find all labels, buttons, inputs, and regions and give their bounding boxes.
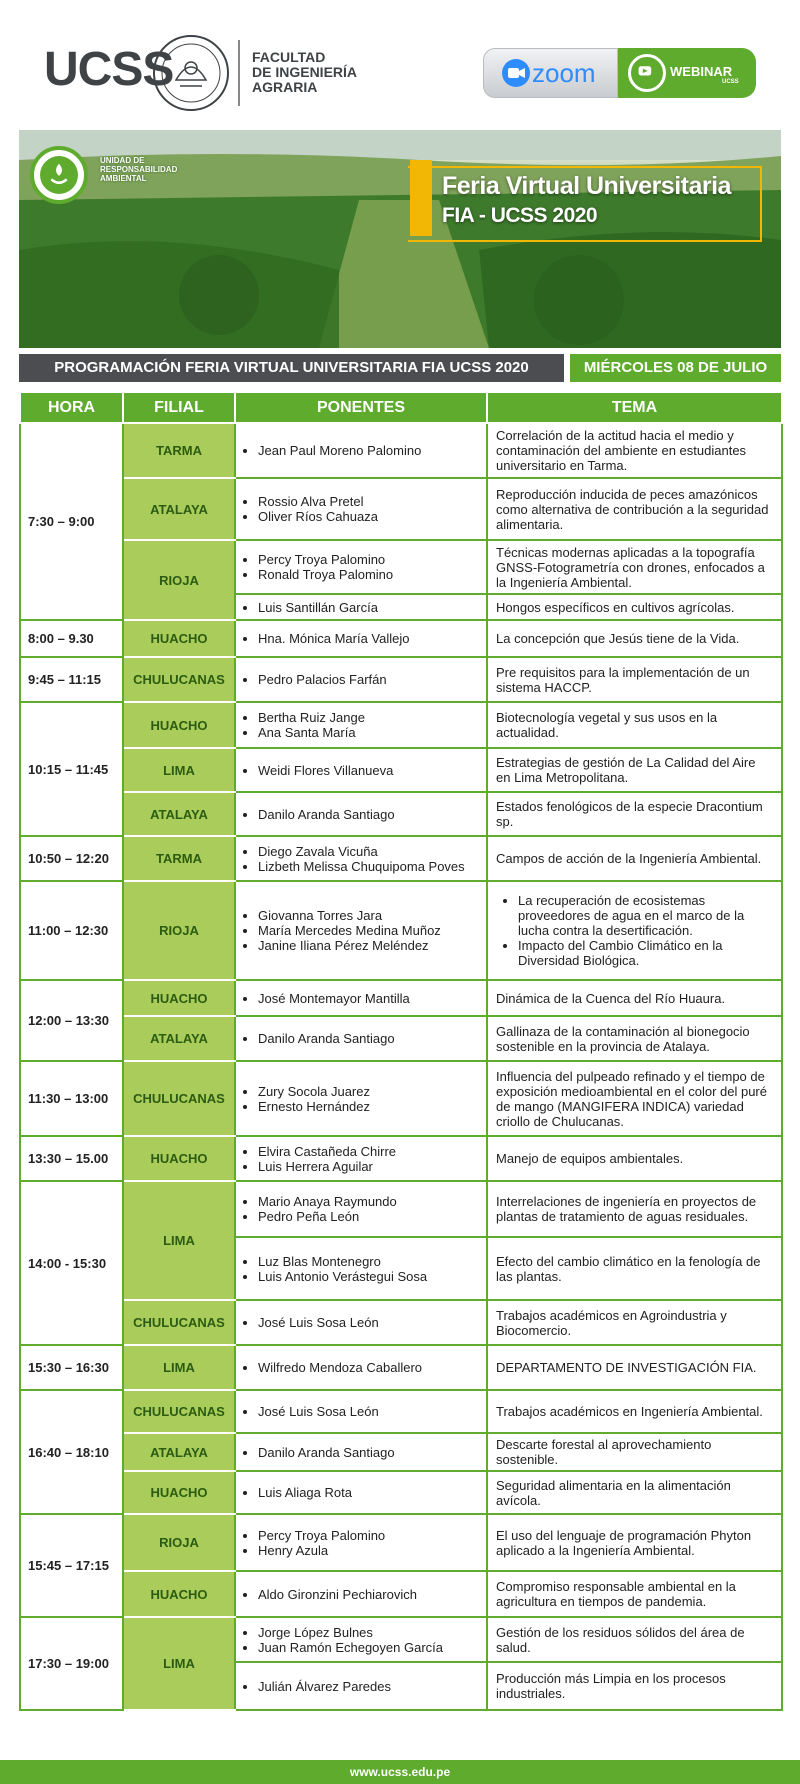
branch-cell: HUACHO xyxy=(123,702,235,748)
table-row xyxy=(20,1136,782,1181)
topic-cell: Gallinaza de la contaminación al bionegocio sostenible en la provincia de Atalaya. xyxy=(487,1016,782,1061)
time-cell: 11:30 – 13:00 xyxy=(20,1061,123,1136)
branch-cell: ATALAYA xyxy=(123,792,235,836)
branch-cell: HUACHO xyxy=(123,1471,235,1514)
speaker-name: • Hna. Mónica María Vallejo xyxy=(258,631,478,646)
speaker-name: • Luz Blas Montenegro xyxy=(258,1254,478,1269)
speaker-name: • Danilo Aranda Santiago xyxy=(258,1031,478,1046)
topic-item: • Impacto del Cambio Climático en la Diversidad Biológica. xyxy=(518,938,773,968)
schedule-table xyxy=(19,391,783,1711)
speaker-name: • Juan Ramón Echegoyen García xyxy=(258,1640,478,1655)
topic-cell: El uso del lenguaje de programación Phyton aplicado a la Ingeniería Ambiental. xyxy=(487,1514,782,1571)
topic-cell: Técnicas modernas aplicadas a la topografía GNSS-Fotogrametría con drones, enfocados a la Ingeniería Ambiental. xyxy=(487,540,782,594)
speakers-cell xyxy=(235,540,487,594)
branch-cell: HUACHO xyxy=(123,980,235,1016)
speaker-name: • Diego Zavala Vicuña xyxy=(258,844,478,859)
table-row xyxy=(20,423,782,478)
topic-cell: Interrelaciones de ingeniería en proyectos de plantas de tratamiento de aguas residuales. xyxy=(487,1181,782,1237)
speaker-name: • Jorge López Bulnes xyxy=(258,1625,478,1640)
speaker-name: • Wilfredo Mendoza Caballero xyxy=(258,1360,478,1375)
column-header-filial: FILIAL xyxy=(123,392,235,423)
branch-cell: CHULUCANAS xyxy=(123,1390,235,1433)
table-row xyxy=(20,1181,782,1237)
topic-cell: Compromiso responsable ambiental en la agricultura en tiempos de pandemia. xyxy=(487,1571,782,1617)
speaker-name: • Luis Herrera Aguilar xyxy=(258,1159,478,1174)
topic-cell: DEPARTAMENTO DE INVESTIGACIÓN FIA. xyxy=(487,1345,782,1390)
time-cell: 13:30 – 15.00 xyxy=(20,1136,123,1181)
topic-cell xyxy=(487,881,782,980)
speaker-name: • José Luis Sosa León xyxy=(258,1315,478,1330)
table-header-row xyxy=(20,392,782,423)
topic-cell: Efecto del cambio climático en la fenología de las plantas. xyxy=(487,1237,782,1300)
branch-cell: HUACHO xyxy=(123,620,235,657)
speaker-name: • Zury Socola Juarez xyxy=(258,1084,478,1099)
speaker-name: • Lizbeth Melissa Chuquipoma Poves xyxy=(258,859,478,874)
table-row xyxy=(20,1471,782,1514)
speaker-name: • Bertha Ruiz Jange xyxy=(258,710,478,725)
speaker-name: • Jean Paul Moreno Palomino xyxy=(258,443,478,458)
time-cell: 11:00 – 12:30 xyxy=(20,881,123,980)
speaker-name: • Henry Azula xyxy=(258,1543,478,1558)
speaker-name: • Ronald Troya Palomino xyxy=(258,567,478,582)
topic-cell: Trabajos académicos en Ingeniería Ambiental. xyxy=(487,1390,782,1433)
speaker-name: • Luis Santillán García xyxy=(258,600,478,615)
table-row xyxy=(20,1617,782,1662)
table-row xyxy=(20,1390,782,1433)
branch-cell: TARMA xyxy=(123,836,235,881)
speakers-cell xyxy=(235,1136,487,1181)
environmental-unit-label xyxy=(100,156,177,183)
branch-cell: CHULUCANAS xyxy=(123,657,235,702)
speakers-cell xyxy=(235,1514,487,1571)
speaker-name: • Janine Iliana Pérez Meléndez xyxy=(258,938,478,953)
table-row xyxy=(20,1300,782,1345)
table-row xyxy=(20,1433,782,1471)
table-row xyxy=(20,620,782,657)
table-row xyxy=(20,792,782,836)
time-cell: 8:00 – 9.30 xyxy=(20,620,123,657)
time-cell: 15:45 – 17:15 xyxy=(20,1514,123,1617)
topic-cell: Dinámica de la Cuenca del Río Huaura. xyxy=(487,980,782,1016)
time-cell: 17:30 – 19:00 xyxy=(20,1617,123,1710)
speakers-cell xyxy=(235,1345,487,1390)
speaker-name: • Weidi Flores Villanueva xyxy=(258,763,478,778)
speaker-name: • Ana Santa María xyxy=(258,725,478,740)
branch-cell: RIOJA xyxy=(123,1514,235,1571)
branch-cell: ATALAYA xyxy=(123,1016,235,1061)
time-cell: 7:30 – 9:00 xyxy=(20,423,123,620)
zoom-camera-icon xyxy=(502,59,530,87)
time-cell: 10:50 – 12:20 xyxy=(20,836,123,881)
speakers-cell xyxy=(235,881,487,980)
speakers-cell xyxy=(235,1433,487,1471)
topic-cell: Gestión de los residuos sólidos del área de salud. xyxy=(487,1617,782,1662)
speakers-cell xyxy=(235,702,487,748)
unit-line: RESPONSABILIDAD xyxy=(100,165,178,174)
branch-cell: LIMA xyxy=(123,1345,235,1390)
topic-cell: Reproducción inducida de peces amazónicos como alternativa de contribución a la seguridad alimentaria. xyxy=(487,478,782,540)
column-header-tema: TEMA xyxy=(487,392,782,423)
speaker-name: • José Montemayor Mantilla xyxy=(258,991,478,1006)
topic-cell: Producción más Limpia en los procesos industriales. xyxy=(487,1662,782,1710)
faculty-line: AGRARIA xyxy=(252,79,318,95)
speakers-cell xyxy=(235,980,487,1016)
speaker-name: • Luis Aliaga Rota xyxy=(258,1485,478,1500)
topic-cell: Estrategias de gestión de La Calidad del Aire en Lima Metropolitana. xyxy=(487,748,782,792)
time-cell: 9:45 – 11:15 xyxy=(20,657,123,702)
branch-cell: TARMA xyxy=(123,423,235,478)
ucss-logo-text: UCSS xyxy=(44,43,174,96)
branch-cell: LIMA xyxy=(123,748,235,792)
speaker-name: • Rossio Alva Pretel xyxy=(258,494,478,509)
speakers-cell xyxy=(235,1662,487,1710)
faculty-line: FACULTAD xyxy=(252,49,326,65)
speaker-name: • Elvira Castañeda Chirre xyxy=(258,1144,478,1159)
branch-cell: LIMA xyxy=(123,1617,235,1710)
speakers-cell xyxy=(235,620,487,657)
speaker-name: • Oliver Ríos Cahuaza xyxy=(258,509,478,524)
topic-item: • La recuperación de ecosistemas proveedores de agua en el marco de la lucha contra la desertificación. xyxy=(518,893,773,938)
speaker-name: • Percy Troya Palomino xyxy=(258,552,478,567)
table-row xyxy=(20,881,782,980)
table-row xyxy=(20,1571,782,1617)
table-row xyxy=(20,657,782,702)
speakers-cell xyxy=(235,478,487,540)
header xyxy=(0,0,800,128)
speakers-cell xyxy=(235,836,487,881)
faculty-line: DE INGENIERÍA xyxy=(252,64,358,80)
branch-cell: HUACHO xyxy=(123,1136,235,1181)
table-row xyxy=(20,748,782,792)
branch-cell: ATALAYA xyxy=(123,1433,235,1471)
event-date-bar: MIÉRCOLES 08 DE JULIO xyxy=(570,354,781,382)
webinar-label: WEBINAR xyxy=(670,64,733,79)
topic-cell: Descarte forestal al aprovechamiento sostenible. xyxy=(487,1433,782,1471)
topic-cell: Estados fenológicos de la especie Dracontium sp. xyxy=(487,792,782,836)
column-header-hora: HORA xyxy=(20,392,123,423)
topic-cell: Biotecnología vegetal y sus usos en la actualidad. xyxy=(487,702,782,748)
topic-cell: Seguridad alimentaria en la alimentación avícola. xyxy=(487,1471,782,1514)
speakers-cell xyxy=(235,1237,487,1300)
topic-cell: La concepción que Jesús tiene de la Vida. xyxy=(487,620,782,657)
speaker-name: • José Luis Sosa León xyxy=(258,1404,478,1419)
branch-cell: HUACHO xyxy=(123,1571,235,1617)
branch-cell: ATALAYA xyxy=(123,478,235,540)
speakers-cell xyxy=(235,1061,487,1136)
time-cell: 10:15 – 11:45 xyxy=(20,702,123,836)
topic-cell: Pre requisitos para la implementación de un sistema HACCP. xyxy=(487,657,782,702)
roman-numeral-block xyxy=(410,160,432,236)
speaker-name: • Aldo Gironzini Pechiarovich xyxy=(258,1587,478,1602)
speakers-cell xyxy=(235,1300,487,1345)
branch-cell: CHULUCANAS xyxy=(123,1061,235,1136)
speakers-cell xyxy=(235,1390,487,1433)
topic-cell: Manejo de equipos ambientales. xyxy=(487,1136,782,1181)
speaker-name: • Luis Antonio Verástegui Sosa xyxy=(258,1269,478,1284)
speaker-name: • Danilo Aranda Santiago xyxy=(258,807,478,822)
speaker-name: • Mario Anaya Raymundo xyxy=(258,1194,478,1209)
speakers-cell xyxy=(235,423,487,478)
speakers-cell xyxy=(235,748,487,792)
table-row xyxy=(20,1514,782,1571)
table-row xyxy=(20,980,782,1016)
environmental-unit-logo-icon xyxy=(30,146,88,204)
speakers-cell xyxy=(235,1571,487,1617)
topic-cell: Campos de acción de la Ingeniería Ambiental. xyxy=(487,836,782,881)
unit-line: UNIDAD DE xyxy=(100,156,145,165)
branch-cell: RIOJA xyxy=(123,881,235,980)
speakers-cell xyxy=(235,1471,487,1514)
time-cell: 12:00 – 13:30 xyxy=(20,980,123,1061)
topic-cell: Trabajos académicos en Agroindustria y Biocomercio. xyxy=(487,1300,782,1345)
table-row xyxy=(20,836,782,881)
speakers-cell xyxy=(235,657,487,702)
webinar-sub-label: UCSS xyxy=(722,79,739,85)
speakers-cell xyxy=(235,792,487,836)
zoom-label: zoom xyxy=(532,58,596,88)
header-divider xyxy=(238,40,240,106)
branch-cell: RIOJA xyxy=(123,540,235,620)
table-row xyxy=(20,1016,782,1061)
table-row xyxy=(20,1061,782,1136)
table-row xyxy=(20,702,782,748)
website-link[interactable]: www.ucss.edu.pe xyxy=(0,1760,800,1784)
webinar-play-icon xyxy=(628,54,666,92)
speaker-name: • Julián Álvarez Paredes xyxy=(258,1679,478,1694)
speakers-cell xyxy=(235,1016,487,1061)
topic-cell: Influencia del pulpeado refinado y el tiempo de exposición medioambiental en el color del puré de mango (MANGIFERA INDICA) variedad criollo de Chulucanas. xyxy=(487,1061,782,1136)
speaker-name: • María Mercedes Medina Muñoz xyxy=(258,923,478,938)
speaker-name: • Ernesto Hernández xyxy=(258,1099,478,1114)
topic-cell: Hongos específicos en cultivos agrícolas. xyxy=(487,594,782,620)
branch-cell: LIMA xyxy=(123,1181,235,1300)
event-subtitle: FIA - UCSS 2020 xyxy=(442,204,598,227)
speaker-name: • Pedro Palacios Farfán xyxy=(258,672,478,687)
topic-cell: Correlación de la actitud hacia el medio y contaminación del ambiente en estudiantes universitario en Tarma. xyxy=(487,423,782,478)
column-header-ponentes: PONENTES xyxy=(235,392,487,423)
unit-line: AMBIENTAL xyxy=(100,174,147,183)
branch-cell: CHULUCANAS xyxy=(123,1300,235,1345)
speaker-name: • Percy Troya Palomino xyxy=(258,1528,478,1543)
speakers-cell xyxy=(235,1181,487,1237)
speaker-name: • Pedro Peña León xyxy=(258,1209,478,1224)
table-row xyxy=(20,478,782,540)
speaker-name: • Danilo Aranda Santiago xyxy=(258,1445,478,1460)
speaker-name: • Giovanna Torres Jara xyxy=(258,908,478,923)
university-seal-icon xyxy=(152,34,230,112)
time-cell: 15:30 – 16:30 xyxy=(20,1345,123,1390)
table-row xyxy=(20,1345,782,1390)
speakers-cell xyxy=(235,1617,487,1662)
faculty-name xyxy=(252,50,357,95)
table-row xyxy=(20,540,782,594)
program-title-bar: PROGRAMACIÓN FERIA VIRTUAL UNIVERSITARIA FIA UCSS 2020 xyxy=(19,354,564,382)
event-title: Feria Virtual Universitaria xyxy=(442,172,731,200)
time-cell: 14:00 - 15:30 xyxy=(20,1181,123,1345)
speakers-cell xyxy=(235,594,487,620)
time-cell: 16:40 – 18:10 xyxy=(20,1390,123,1514)
